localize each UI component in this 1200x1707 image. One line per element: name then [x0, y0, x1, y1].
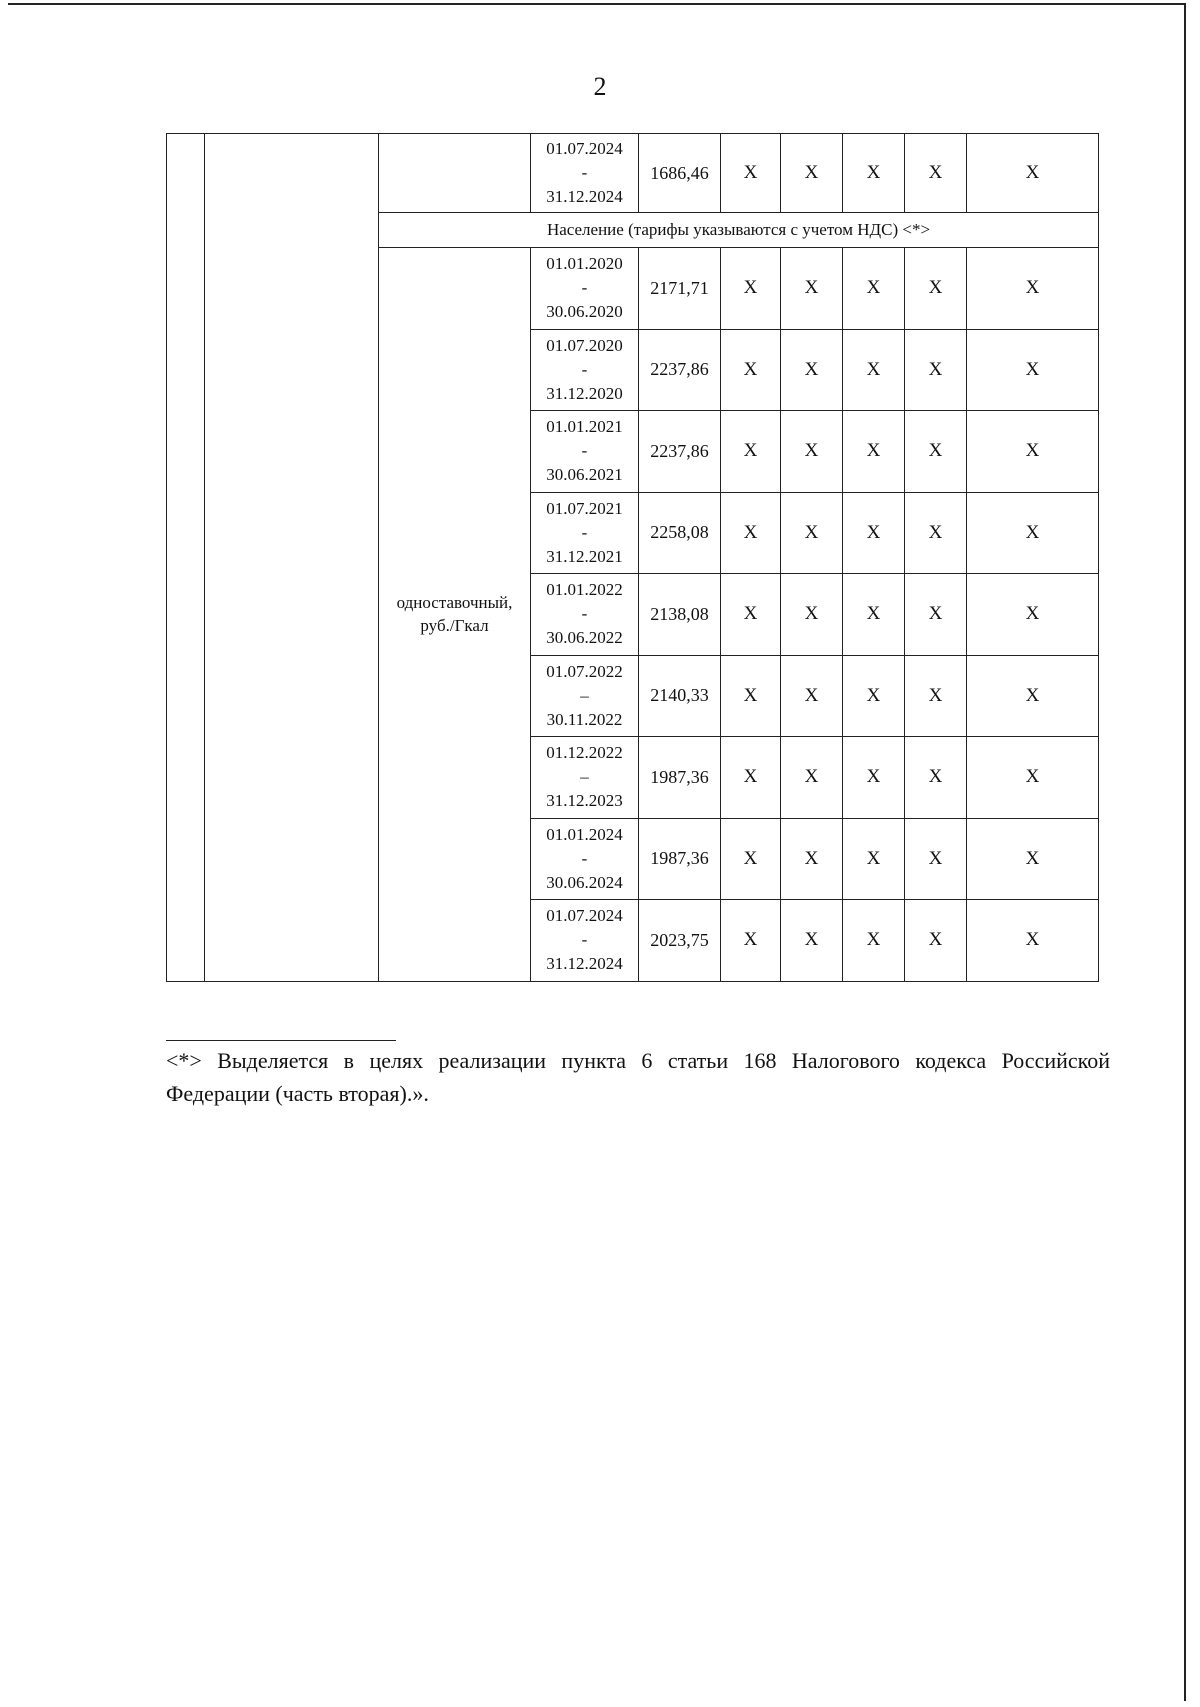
x-mark: X: [721, 574, 781, 656]
x-mark: X: [905, 329, 967, 411]
tariff-value: 2237,86: [639, 329, 721, 411]
x-mark: X: [781, 492, 843, 574]
x-mark: X: [781, 737, 843, 819]
x-mark: X: [967, 492, 1099, 574]
x-mark: X: [905, 411, 967, 493]
x-mark: X: [905, 574, 967, 656]
x-mark: X: [721, 411, 781, 493]
period-from: 01.01.2020: [546, 254, 623, 274]
period-from: 01.01.2021: [546, 417, 623, 437]
x-mark: X: [721, 818, 781, 900]
x-mark: X: [781, 574, 843, 656]
x-mark: X: [967, 248, 1099, 330]
period-separator: -: [581, 359, 588, 379]
tariff-value: 2023,75: [639, 900, 721, 982]
x-mark: X: [967, 134, 1099, 213]
x-mark: X: [781, 248, 843, 330]
x-mark: X: [721, 134, 781, 213]
tariff-value: 2258,08: [639, 492, 721, 574]
period-separator: -: [581, 278, 588, 298]
x-mark: X: [967, 329, 1099, 411]
x-mark: X: [967, 737, 1099, 819]
x-mark: X: [721, 655, 781, 737]
period-from: 01.07.2024: [546, 139, 623, 158]
period-separator: -: [581, 163, 588, 182]
x-mark: X: [781, 900, 843, 982]
period-to: 30.11.2022: [546, 709, 623, 729]
x-mark: X: [843, 411, 905, 493]
period-separator: -: [581, 522, 588, 542]
x-mark: X: [967, 818, 1099, 900]
x-mark: X: [905, 818, 967, 900]
tariff-value: 1987,36: [639, 737, 721, 819]
footnote: <*> Выделяется в целях реализации пункта 6 статьи 168 Налогового кодекса Российской Федерации (часть вторая).».: [166, 1048, 1110, 1106]
tariff-value: 2237,86: [639, 411, 721, 493]
rate-type-cell: одноставочный, руб./Гкал: [379, 248, 531, 982]
x-mark: X: [781, 655, 843, 737]
x-mark: X: [781, 329, 843, 411]
period-to: 30.06.2020: [546, 302, 623, 322]
x-mark: X: [905, 492, 967, 574]
period-from: 01.07.2020: [546, 335, 623, 355]
x-mark: X: [843, 134, 905, 213]
x-mark: X: [843, 248, 905, 330]
x-mark: X: [905, 655, 967, 737]
period-cell: [531, 329, 639, 411]
period-from: 01.07.2021: [546, 498, 623, 518]
tariff-value: 2138,08: [639, 574, 721, 656]
period-to: 31.12.2021: [546, 546, 623, 566]
footnote-divider: [166, 1040, 396, 1041]
period-from: 01.01.2022: [546, 580, 623, 600]
period-from: 01.12.2022: [546, 743, 623, 763]
period-from: 01.01.2024: [546, 824, 623, 844]
tariff-table: [166, 133, 1099, 982]
period-cell: [531, 492, 639, 574]
period-to: 30.06.2024: [546, 872, 623, 892]
period-from: 01.07.2022: [546, 661, 623, 681]
period-separator: -: [581, 848, 588, 868]
period-to: 30.06.2022: [546, 628, 623, 648]
period-cell: [531, 574, 639, 656]
period-cell: [531, 411, 639, 493]
section-title: Население (тарифы указываются с учетом НДС) <*>: [379, 213, 1099, 248]
x-mark: X: [843, 737, 905, 819]
x-mark: X: [781, 411, 843, 493]
period-cell: [531, 737, 639, 819]
period-separator: –: [580, 685, 589, 705]
period-to: 31.12.2020: [546, 383, 623, 403]
period-separator: -: [581, 441, 588, 461]
period-cell: [531, 248, 639, 330]
x-mark: X: [905, 900, 967, 982]
empty-rate-type-cell: [379, 134, 531, 213]
x-mark: X: [843, 655, 905, 737]
x-mark: X: [905, 134, 967, 213]
x-mark: X: [721, 737, 781, 819]
x-mark: X: [905, 737, 967, 819]
tariff-value: 1686,46: [639, 134, 721, 213]
x-mark: X: [905, 248, 967, 330]
tariff-value: 2140,33: [639, 655, 721, 737]
period-separator: -: [581, 604, 588, 624]
page-number: 2: [593, 72, 607, 101]
x-mark: X: [967, 411, 1099, 493]
period-cell: [531, 900, 639, 982]
empty-col-number: [167, 134, 205, 982]
period-cell: [531, 655, 639, 737]
empty-col-name: [205, 134, 379, 982]
x-mark: X: [781, 134, 843, 213]
period-separator: –: [580, 767, 589, 787]
x-mark: X: [781, 818, 843, 900]
x-mark: X: [843, 900, 905, 982]
period-to: 30.06.2021: [546, 465, 623, 485]
period-to: 31.12.2024: [546, 187, 623, 206]
period-to: 31.12.2024: [546, 954, 623, 974]
tariff-value: 1987,36: [639, 818, 721, 900]
x-mark: X: [967, 900, 1099, 982]
x-mark: X: [721, 492, 781, 574]
x-mark: X: [843, 492, 905, 574]
x-mark: X: [843, 818, 905, 900]
period-to: 31.12.2023: [546, 791, 623, 811]
period-cell: [531, 134, 639, 213]
x-mark: X: [967, 574, 1099, 656]
x-mark: X: [843, 574, 905, 656]
period-separator: -: [581, 930, 588, 950]
table-row: [167, 134, 1099, 213]
x-mark: X: [721, 900, 781, 982]
x-mark: X: [967, 655, 1099, 737]
x-mark: X: [721, 248, 781, 330]
x-mark: X: [843, 329, 905, 411]
tariff-value: 2171,71: [639, 248, 721, 330]
x-mark: X: [721, 329, 781, 411]
period-from: 01.07.2024: [546, 906, 623, 926]
period-cell: [531, 818, 639, 900]
